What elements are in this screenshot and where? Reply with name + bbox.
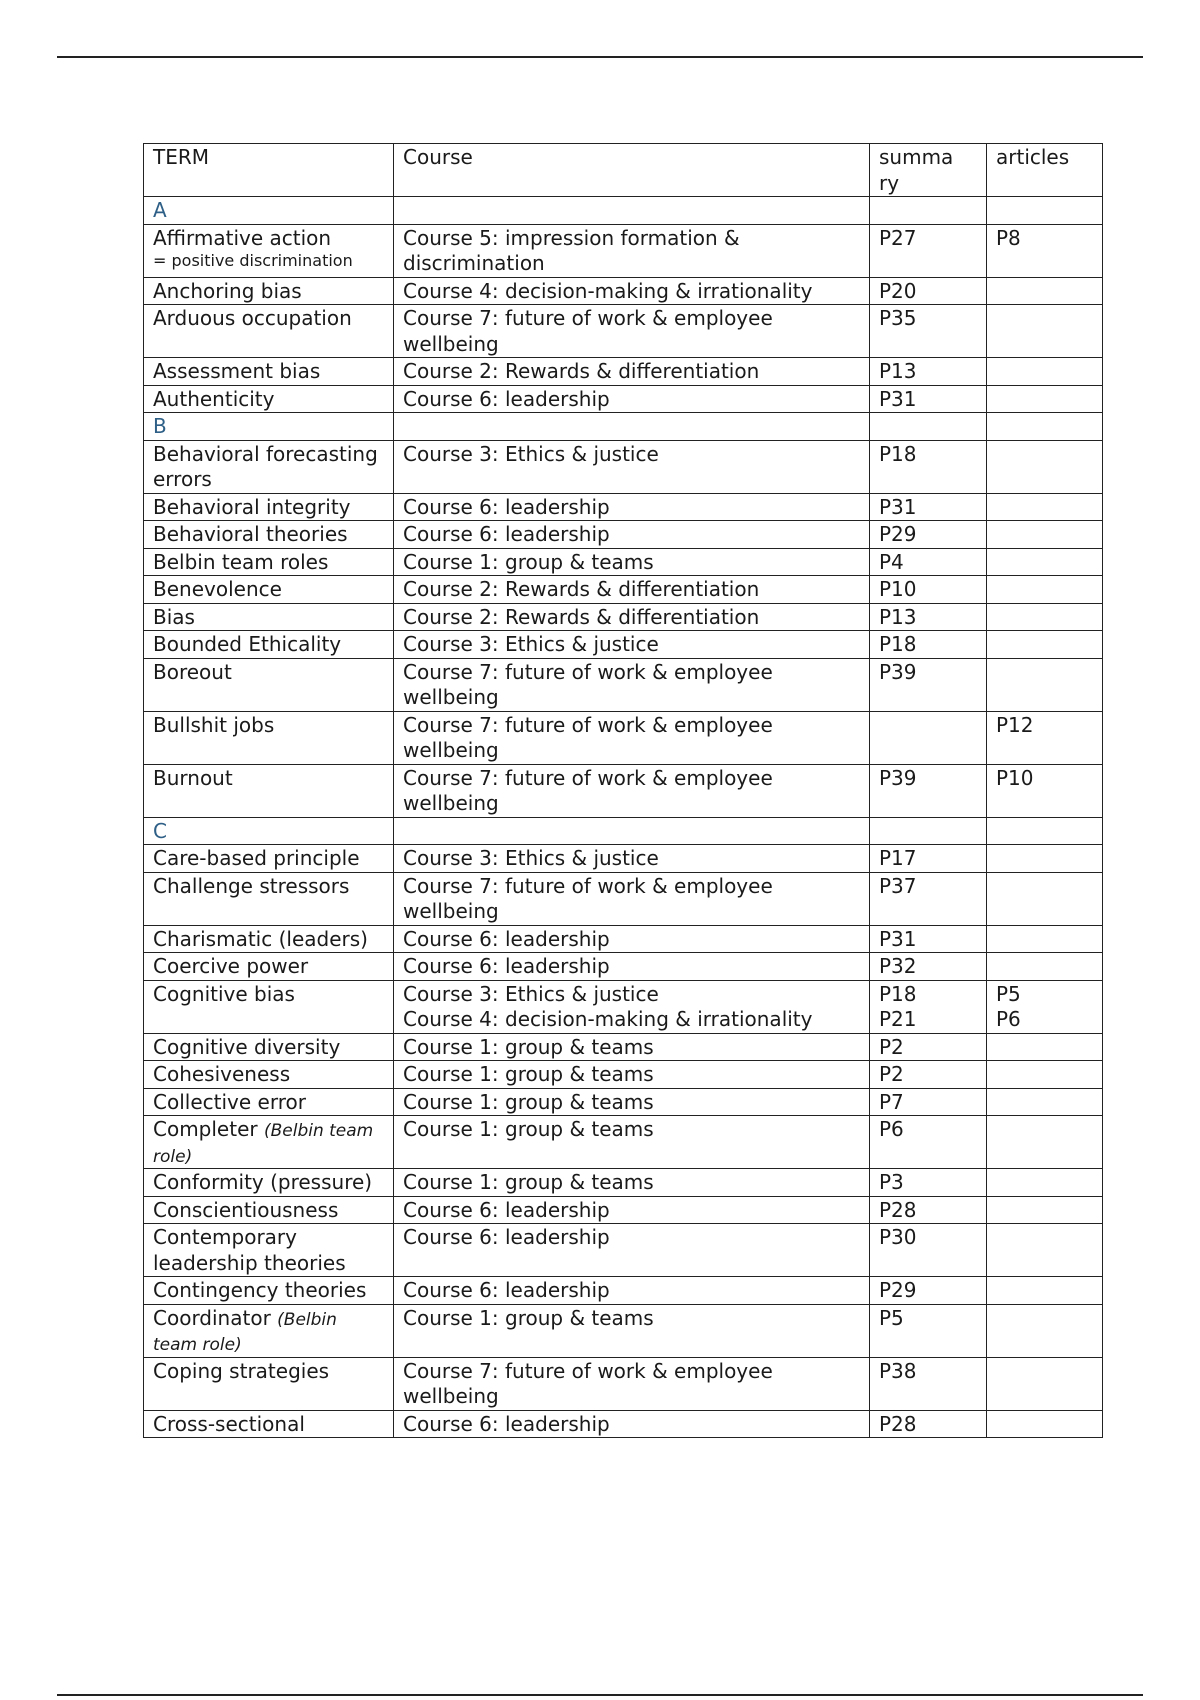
header-term: TERM — [144, 144, 394, 197]
summary-cell: P7 — [870, 1088, 987, 1116]
articles-cell — [987, 1033, 1103, 1061]
term-cell: Anchoring bias — [144, 277, 394, 305]
summary-cell: P4 — [870, 548, 987, 576]
table-row — [144, 980, 1103, 1033]
articles-cell — [987, 603, 1103, 631]
table-row — [144, 603, 1103, 631]
summary-cell: P38 — [870, 1357, 987, 1410]
term-cell: Bullshit jobs — [144, 711, 394, 764]
course-cell: Course 6: leadership — [394, 953, 870, 981]
term-cell: Burnout — [144, 764, 394, 817]
articles-cell — [987, 631, 1103, 659]
course-cell: Course 2: Rewards & differentiation — [394, 603, 870, 631]
table-row — [144, 277, 1103, 305]
table-row — [144, 1410, 1103, 1438]
summary-line: P21 — [879, 1007, 917, 1031]
table-row — [144, 711, 1103, 764]
term-cell: Care-based principle — [144, 845, 394, 873]
header-summary: summa ry — [870, 144, 987, 197]
term-cell: Cognitive bias — [144, 980, 394, 1033]
table-row — [144, 548, 1103, 576]
course-cell: Course 6: leadership — [394, 521, 870, 549]
term-cell: Charismatic (leaders) — [144, 925, 394, 953]
term-cell: Bias — [144, 603, 394, 631]
articles-cell: P8 — [987, 224, 1103, 277]
summary-cell: P10 — [870, 576, 987, 604]
course-cell: Course 1: group & teams — [394, 1116, 870, 1169]
table-header-row — [144, 144, 1103, 197]
table-row — [144, 1196, 1103, 1224]
summary-cell: P28 — [870, 1196, 987, 1224]
course-cell: Course 7: future of work & employee wellbeing — [394, 305, 870, 358]
summary-cell: P5 — [870, 1304, 987, 1357]
term-cell: Coordinator (Belbin team role) — [144, 1304, 394, 1357]
articles-cell: P12 — [987, 711, 1103, 764]
term-cell: Contemporary leadership theories — [144, 1224, 394, 1277]
articles-cell — [987, 845, 1103, 873]
articles-cell: P10 — [987, 764, 1103, 817]
term-cell: Contingency theories — [144, 1277, 394, 1305]
term-cell: Behavioral forecasting errors — [144, 440, 394, 493]
summary-line: P18 — [879, 981, 917, 1006]
summary-cell: P30 — [870, 1224, 987, 1277]
articles-cell — [987, 658, 1103, 711]
course-cell: Course 6: leadership — [394, 1410, 870, 1438]
term-cell: Behavioral theories — [144, 521, 394, 549]
articles-cell — [987, 1224, 1103, 1277]
course-cell: Course 7: future of work & employee wellbeing — [394, 872, 870, 925]
summary-cell: P27 — [870, 224, 987, 277]
articles-cell — [987, 358, 1103, 386]
summary-cell: P13 — [870, 603, 987, 631]
summary-cell: P3 — [870, 1169, 987, 1197]
summary-cell: P20 — [870, 277, 987, 305]
summary-cell: P17 — [870, 845, 987, 873]
summary-cell — [870, 980, 987, 1033]
term-role-note: (Belbin team role) — [153, 1309, 337, 1355]
articles-cell — [987, 1196, 1103, 1224]
table-row — [144, 385, 1103, 413]
term-cell: Benevolence — [144, 576, 394, 604]
table-row — [144, 358, 1103, 386]
articles-cell — [987, 1061, 1103, 1089]
course-cell: Course 6: leadership — [394, 925, 870, 953]
summary-cell: P31 — [870, 385, 987, 413]
term-cell: Cohesiveness — [144, 1061, 394, 1089]
glossary-table — [143, 143, 1103, 1438]
course-cell: Course 7: future of work & employee wellbeing — [394, 711, 870, 764]
articles-cell — [987, 440, 1103, 493]
summary-cell: P18 — [870, 631, 987, 659]
term-cell: Cross-sectional — [144, 1410, 394, 1438]
summary-cell: P2 — [870, 1061, 987, 1089]
header-rule — [57, 56, 1143, 58]
course-cell: Course 3: Ethics & justice — [394, 631, 870, 659]
table-row — [144, 953, 1103, 981]
course-cell: Course 5: impression formation & discrimination — [394, 224, 870, 277]
course-line: Course 4: decision-making & irrationality — [403, 1007, 813, 1031]
table-row — [144, 440, 1103, 493]
term-cell: Coping strategies — [144, 1357, 394, 1410]
course-cell: Course 6: leadership — [394, 1196, 870, 1224]
table-row — [144, 1277, 1103, 1305]
term-cell: Bounded Ethicality — [144, 631, 394, 659]
course-cell: Course 4: decision-making & irrationality — [394, 277, 870, 305]
summary-cell: P31 — [870, 925, 987, 953]
summary-cell: P13 — [870, 358, 987, 386]
table-row — [144, 305, 1103, 358]
course-cell: Course 2: Rewards & differentiation — [394, 576, 870, 604]
table-row — [144, 1357, 1103, 1410]
term-cell: Assessment bias — [144, 358, 394, 386]
course-cell: Course 1: group & teams — [394, 1088, 870, 1116]
course-cell: Course 2: Rewards & differentiation — [394, 358, 870, 386]
table-row — [144, 1304, 1103, 1357]
header-articles: articles — [987, 144, 1103, 197]
term-cell: Conscientiousness — [144, 1196, 394, 1224]
course-cell: Course 1: group & teams — [394, 548, 870, 576]
table-row — [144, 925, 1103, 953]
articles-cell — [987, 576, 1103, 604]
section-letter-row — [144, 817, 1103, 845]
articles-cell — [987, 1410, 1103, 1438]
summary-cell: P39 — [870, 658, 987, 711]
course-cell: Course 1: group & teams — [394, 1304, 870, 1357]
summary-cell: P39 — [870, 764, 987, 817]
articles-cell — [987, 925, 1103, 953]
term-cell: Collective error — [144, 1088, 394, 1116]
table-row — [144, 1224, 1103, 1277]
table-row — [144, 845, 1103, 873]
articles-cell — [987, 1088, 1103, 1116]
articles-cell — [987, 305, 1103, 358]
footer-rule — [57, 1694, 1143, 1696]
articles-cell — [987, 1357, 1103, 1410]
table-row — [144, 1033, 1103, 1061]
term-cell: Affirmative action = positive discrimination — [144, 224, 394, 277]
summary-cell: P37 — [870, 872, 987, 925]
course-cell: Course 6: leadership — [394, 385, 870, 413]
articles-cell — [987, 872, 1103, 925]
course-cell: Course 7: future of work & employee wellbeing — [394, 764, 870, 817]
articles-cell — [987, 521, 1103, 549]
section-letter-a: A — [144, 197, 394, 225]
summary-cell: P29 — [870, 1277, 987, 1305]
summary-cell — [870, 711, 987, 764]
course-cell: Course 6: leadership — [394, 1277, 870, 1305]
articles-line: P6 — [996, 1007, 1021, 1031]
term-role-note: (Belbin team role) — [153, 1121, 374, 1167]
articles-cell — [987, 277, 1103, 305]
articles-cell — [987, 385, 1103, 413]
course-cell: Course 7: future of work & employee wellbeing — [394, 1357, 870, 1410]
summary-cell: P6 — [870, 1116, 987, 1169]
table-row — [144, 1169, 1103, 1197]
term-cell: Arduous occupation — [144, 305, 394, 358]
table-row — [144, 872, 1103, 925]
term-note: = positive discrimination — [153, 251, 353, 270]
articles-cell — [987, 1277, 1103, 1305]
course-cell: Course 3: Ethics & justice — [394, 440, 870, 493]
table-row — [144, 631, 1103, 659]
table-row — [144, 1088, 1103, 1116]
course-cell: Course 1: group & teams — [394, 1169, 870, 1197]
articles-cell — [987, 953, 1103, 981]
articles-cell — [987, 493, 1103, 521]
articles-line: P5 — [996, 981, 1021, 1006]
course-cell — [394, 980, 870, 1033]
summary-cell: P32 — [870, 953, 987, 981]
table-row — [144, 1116, 1103, 1169]
course-cell: Course 6: leadership — [394, 1224, 870, 1277]
header-course: Course — [394, 144, 870, 197]
course-cell: Course 1: group & teams — [394, 1033, 870, 1061]
articles-cell — [987, 548, 1103, 576]
term-cell: Completer (Belbin team role) — [144, 1116, 394, 1169]
section-letter-row — [144, 413, 1103, 441]
summary-cell: P18 — [870, 440, 987, 493]
table-row — [144, 493, 1103, 521]
course-cell: Course 3: Ethics & justice — [394, 845, 870, 873]
summary-cell: P29 — [870, 521, 987, 549]
articles-cell — [987, 1169, 1103, 1197]
summary-cell: P2 — [870, 1033, 987, 1061]
articles-cell — [987, 1304, 1103, 1357]
course-line: Course 3: Ethics & justice — [403, 981, 659, 1006]
term-cell: Belbin team roles — [144, 548, 394, 576]
course-cell: Course 1: group & teams — [394, 1061, 870, 1089]
table-row — [144, 521, 1103, 549]
articles-cell — [987, 1116, 1103, 1169]
table-row — [144, 1061, 1103, 1089]
table-row — [144, 224, 1103, 277]
term-cell: Coercive power — [144, 953, 394, 981]
term-cell: Cognitive diversity — [144, 1033, 394, 1061]
table-row — [144, 576, 1103, 604]
summary-cell: P31 — [870, 493, 987, 521]
summary-cell: P28 — [870, 1410, 987, 1438]
term-cell: Conformity (pressure) — [144, 1169, 394, 1197]
term-cell: Boreout — [144, 658, 394, 711]
articles-cell — [987, 980, 1103, 1033]
section-letter-c: C — [144, 817, 394, 845]
course-cell: Course 6: leadership — [394, 493, 870, 521]
section-letter-b: B — [144, 413, 394, 441]
term-cell: Challenge stressors — [144, 872, 394, 925]
summary-cell: P35 — [870, 305, 987, 358]
table-row — [144, 764, 1103, 817]
term-cell: Authenticity — [144, 385, 394, 413]
table-row — [144, 658, 1103, 711]
course-cell: Course 7: future of work & employee wellbeing — [394, 658, 870, 711]
term-cell: Behavioral integrity — [144, 493, 394, 521]
section-letter-row — [144, 197, 1103, 225]
